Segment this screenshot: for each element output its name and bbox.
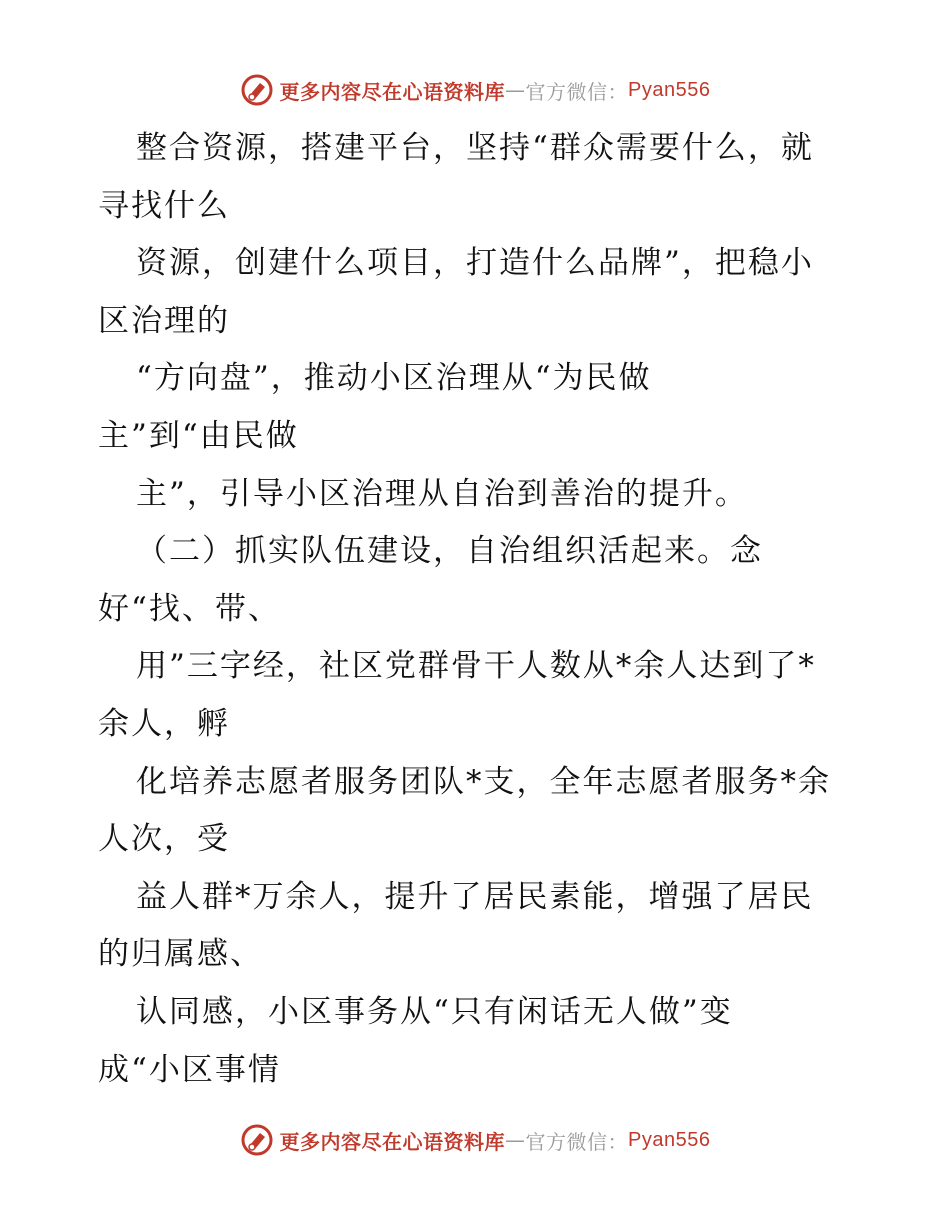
logo-icon bbox=[240, 1123, 274, 1157]
watermark-official: 官方微信： bbox=[525, 1129, 629, 1154]
watermark-dash: — bbox=[505, 1128, 526, 1152]
document-body bbox=[98, 120, 858, 1099]
text-line: 区治理的 bbox=[98, 302, 230, 339]
watermark-brand: 更多内容尽在心语资料库 bbox=[279, 79, 506, 104]
text-line: “方向盘”，推动小区治理从“为民做 bbox=[136, 360, 652, 397]
text-line: 成“小区事情 bbox=[98, 1051, 281, 1088]
text-line: 益人群*万余人，提升了居民素能，增强了居民 bbox=[136, 878, 814, 915]
watermark-brand: 更多内容尽在心语资料库 bbox=[279, 1129, 506, 1154]
text-line: 好“找、带、 bbox=[98, 590, 281, 627]
header-watermark bbox=[0, 70, 950, 110]
logo-icon bbox=[240, 73, 274, 107]
watermark-id: Pyan556 bbox=[628, 1128, 711, 1151]
text-line: 资源，创建什么项目，打造什么品牌”，把稳小 bbox=[136, 245, 814, 282]
text-line: 余人，孵 bbox=[98, 705, 230, 742]
text-line: 主”到“由民做 bbox=[98, 417, 299, 454]
text-line: 认同感，小区事务从“只有闲话无人做”变 bbox=[136, 993, 733, 1030]
footer-watermark bbox=[0, 1120, 950, 1160]
text-line: 主”，引导小区治理从自治到善治的提升。 bbox=[136, 475, 748, 512]
text-line: 寻找什么 bbox=[98, 187, 230, 224]
watermark-official: 官方微信： bbox=[525, 79, 629, 104]
watermark-dash: — bbox=[505, 78, 526, 102]
text-line: 用”三字经，社区党群骨干人数从*余人达到了* bbox=[136, 648, 816, 685]
text-line: 化培养志愿者服务团队*支，全年志愿者服务*余 bbox=[136, 763, 831, 800]
text-line: 的归属感、 bbox=[98, 936, 263, 973]
text-line: 整合资源，搭建平台，坚持“群众需要什么，就 bbox=[136, 130, 814, 166]
text-line: （二）抓实队伍建设，自治组织活起来。念 bbox=[136, 533, 763, 570]
watermark-id: Pyan556 bbox=[628, 78, 711, 101]
text-line: 人次，受 bbox=[98, 821, 230, 858]
